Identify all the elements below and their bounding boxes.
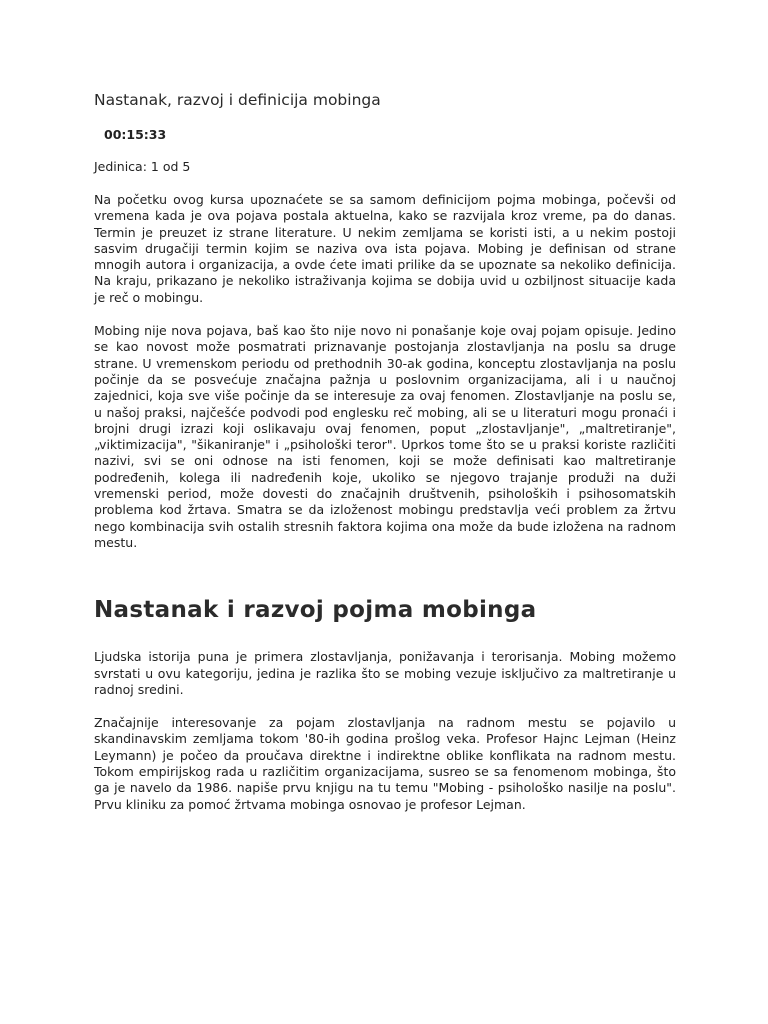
timer-display: 00:15:33 bbox=[104, 127, 167, 142]
intro-paragraph: Mobing nije nova pojava, baš kao što nije novo ni ponašanje koje ovaj pojam opisuje. Jedino se kao novost može posmatrati priznavanje postojanja zlostavljanja na poslu sa druge strane. U vremenskom periodu od prethodnih 30-ak godina, konceptu zlostavljanja na poslu počinje da se posvećuje značajna pažnja u poslovnim organizacijama, ali i u naučnoj zajednici, koja sve više počinje da se interesuje za ovaj fenomen. Zlostavljanje na poslu se, u našoj praksi, najčešće podvodi pod englesku reč mobing, ali se u literaturi mogu pronaći i brojni drugi izrazi koji oslikavaju ovaj fenomen, poput „zlostavljanje", „maltretiranje", „viktimizacija", "šikaniranje" i „psihološki teror". Uprkos tome što se u praksi koriste različiti nazivi, svi se oni odnose na isti fenomen, koji se može definisati kao maltretiranje podređenih, kolega ili nadređenih koje, ukoliko se njegovo trajanje produži na duži vremenski period, može dovesti do značajnih društvenih, psiholoških i psihosomatskih problema kod žrtava. Smatra se da izloženost mobingu predstavlja veći problem za žrtvu nego kombinacija svih ostalih stresnih faktora kojima ona može da bude izložena na radnom mestu. bbox=[94, 323, 676, 550]
section-heading: Nastanak i razvoj pojma mobinga bbox=[94, 597, 537, 624]
document-title: Nastanak, razvoj i definicija mobinga bbox=[94, 91, 381, 109]
section-paragraph: Značajnije interesovanje za pojam zlostavljanja na radnom mestu se pojavilo u skandinavskim zemljama tokom '80-ih godina prošlog veka. Profesor Hajnc Lejman (Heinz Leymann) je počeo da proučava direktne i indirektne oblike konflikata na radnom mestu. Tokom empirijskog rada u različitim organizacijama, susreo se sa fenomenom mobinga, što ga je navelo da 1986. napiše prvu knjigu na tu temu "Mobing - psihološko nasilje na poslu". Prvu kliniku za pomoć žrtvama mobinga osnovao je profesor Lejman. bbox=[94, 715, 676, 812]
unit-indicator: Jedinica: 1 od 5 bbox=[94, 159, 191, 174]
document-page bbox=[94, 88, 676, 813]
section-paragraph: Ljudska istorija puna je primera zlostavljanja, ponižavanja i terorisanja. Mobing možemo svrstati u ovu kategoriju, jedina je razlika što se mobing vezuje isključivo za maltretiranje u radnoj sredini. bbox=[94, 649, 676, 697]
intro-paragraph: Na početku ovog kursa upoznaćete se sa samom definicijom pojma mobinga, počevši od vremena kada je ova pojava postala aktuelna, kako se razvijala kroz vreme, pa do danas. Termin je preuzet iz strane literature. U nekim zemljama se koristi isti, a u nekim postoji sasvim drugačiji termin kojim se naziva ova ista pojava. Mobing je definisan od strane mnogih autora i organizacija, a ovde ćete imati prilike da se upoznate sa nekoliko definicija. Na kraju, prikazano je nekoliko istraživanja kojima se dobija uvid u ozbiljnost situacije kada je reč o mobingu. bbox=[94, 192, 676, 305]
